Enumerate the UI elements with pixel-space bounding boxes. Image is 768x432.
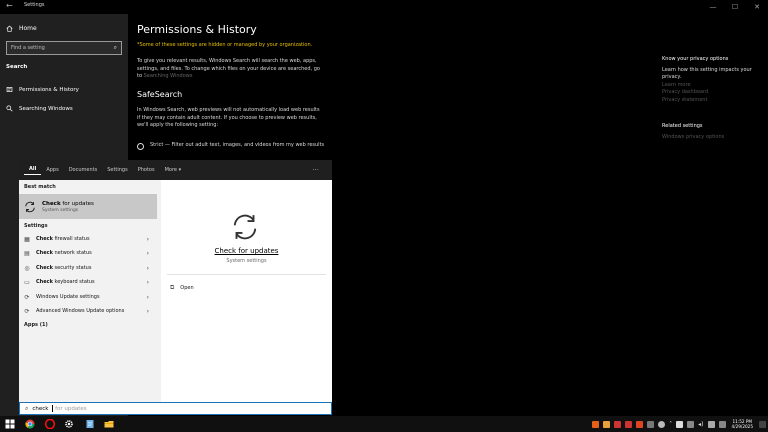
search-suggestion-text: for updates	[55, 405, 87, 412]
tab-more[interactable]: More ▾	[164, 167, 182, 173]
result-preview	[161, 180, 332, 402]
chrome-icon[interactable]	[25, 419, 35, 429]
safesearch-text: In Windows Search, web previews will not automatically load web results if they may contain adult content. If you choose to preview web results, we'll apply the following setting:	[137, 107, 320, 128]
taskbar	[0, 416, 768, 432]
maximize-button[interactable]: ☐	[731, 3, 739, 11]
result-label: Check network status	[36, 250, 92, 256]
app-tray-icon[interactable]	[592, 421, 599, 428]
page-title: Permissions & History	[137, 23, 257, 36]
tab-apps[interactable]: Apps	[46, 167, 59, 173]
notifications-icon[interactable]	[759, 421, 766, 428]
result-advanced-update-options[interactable]	[19, 304, 157, 318]
find-setting-input[interactable]	[6, 41, 122, 55]
more-options-icon[interactable]: ···	[312, 166, 319, 174]
chevron-right-icon[interactable]: ›	[146, 307, 149, 315]
privacy-dashboard-link[interactable]: Privacy dashboard	[662, 89, 709, 95]
result-label: Check security status	[36, 265, 92, 271]
sidebar-item-permissions[interactable]	[6, 86, 79, 93]
opera-icon[interactable]	[45, 419, 55, 429]
help-icon[interactable]	[658, 421, 665, 428]
windows-start-icon[interactable]	[5, 419, 15, 429]
chevron-right-icon[interactable]: ›	[146, 293, 149, 301]
open-action-label: Open	[180, 285, 194, 291]
volume-icon[interactable]: ◂)	[698, 420, 704, 428]
chevron-right-icon[interactable]: ›	[146, 249, 149, 257]
start-search-flyout	[19, 160, 332, 415]
sidebar-item-label: Searching Windows	[19, 105, 73, 112]
display-icon[interactable]	[687, 421, 694, 428]
system-tray	[590, 416, 768, 432]
home-icon	[6, 25, 13, 32]
keyboard-layout-icon[interactable]	[719, 421, 726, 428]
related-settings-heading: Related settings	[662, 123, 703, 129]
result-network-status[interactable]	[19, 246, 157, 260]
network-icon[interactable]	[708, 421, 715, 428]
security-icon: ◎	[24, 264, 30, 272]
minimize-button[interactable]: —	[709, 3, 717, 11]
app-tray-icon[interactable]	[603, 421, 610, 428]
window-controls	[702, 0, 768, 14]
close-button[interactable]: ✕	[754, 3, 760, 11]
radio-circle[interactable]	[137, 143, 144, 150]
windows-privacy-options-link[interactable]: Windows privacy options	[662, 133, 725, 140]
sidebar-item-searching-windows[interactable]	[6, 105, 73, 112]
open-action[interactable]	[170, 284, 194, 292]
result-label: Windows Update settings	[36, 294, 100, 300]
privacy-panel	[662, 56, 768, 141]
search-typed-text: check	[32, 405, 49, 412]
results-list	[19, 180, 161, 402]
tab-all[interactable]: All	[24, 166, 41, 175]
permissions-icon	[6, 86, 13, 93]
learn-more-link[interactable]: Learn more	[662, 81, 691, 88]
tab-photos[interactable]: Photos	[137, 167, 155, 173]
best-match-label: Best match	[24, 184, 56, 190]
network-icon: ▤	[24, 249, 30, 257]
sidebar-home[interactable]	[6, 25, 37, 32]
preview-title[interactable]: Check for updates	[214, 247, 279, 255]
sidebar-section-title: Search	[6, 64, 28, 70]
result-firewall-status[interactable]	[19, 232, 157, 246]
sidebar-home-label: Home	[19, 25, 37, 32]
strict-radio[interactable]	[137, 142, 327, 150]
chevron-right-icon[interactable]: ›	[146, 264, 149, 272]
result-label: Check keyboard status	[36, 279, 95, 285]
tab-settings[interactable]: Settings	[107, 167, 128, 173]
divider	[167, 274, 326, 275]
clock-time: 11:52 PM	[732, 419, 753, 424]
sync-icon	[228, 210, 262, 244]
update-icon: ⟳	[24, 293, 30, 301]
app-tray-icon[interactable]	[636, 421, 643, 428]
update-icon: ⟳	[24, 307, 30, 315]
chevron-right-icon[interactable]: ›	[146, 235, 149, 243]
best-match-subtitle: System settings	[42, 207, 79, 213]
keyboard-icon: ▭	[24, 278, 30, 286]
intro-text	[137, 58, 322, 81]
apps-label[interactable]: Apps (1)	[24, 322, 48, 328]
safesearch-heading: SafeSearch	[137, 90, 183, 99]
result-label: Check firewall status	[36, 236, 90, 242]
notepad-icon[interactable]	[85, 419, 95, 429]
text-caret	[52, 405, 53, 412]
search-tabs	[19, 160, 332, 180]
battery-icon[interactable]	[676, 421, 683, 428]
org-managed-note: *Some of these settings are hidden or managed by your organization.	[137, 42, 313, 48]
strict-radio-label: Strict — Filter out adult text, images, and videos from my web results	[150, 142, 325, 148]
result-windows-update-settings[interactable]	[19, 290, 157, 304]
app-tray-icon[interactable]	[625, 421, 632, 428]
window-title: Settings	[24, 2, 45, 8]
app-tray-icon[interactable]	[614, 421, 621, 428]
settings-gear-icon[interactable]	[64, 419, 74, 429]
tab-documents[interactable]: Documents	[68, 167, 98, 173]
title-bar	[0, 0, 768, 14]
clock-date: 4/29/2025	[731, 424, 753, 429]
sync-icon	[23, 200, 37, 214]
result-label: Advanced Windows Update options	[36, 308, 125, 314]
taskbar-search-box[interactable]	[19, 402, 332, 415]
chevron-up-icon[interactable]: ˄	[669, 420, 673, 428]
sidebar-item-label: Permissions & History	[19, 86, 79, 93]
chevron-right-icon[interactable]: ›	[146, 278, 149, 286]
firewall-icon: ▦	[24, 235, 30, 243]
privacy-text: Learn how this setting impacts your privacy.	[662, 66, 752, 80]
result-security-status[interactable]	[19, 261, 157, 275]
best-match-text	[42, 201, 94, 213]
best-match-item[interactable]	[19, 194, 157, 219]
search-icon: ⌕	[25, 404, 29, 412]
file-explorer-icon[interactable]	[104, 419, 114, 429]
privacy-heading: Know your privacy options	[662, 56, 729, 62]
searching-windows-link[interactable]: Searching Windows	[143, 73, 193, 79]
privacy-statement-link[interactable]: Privacy statement	[662, 96, 708, 103]
open-icon: ⧉	[170, 284, 175, 291]
preview-subtitle: System settings	[226, 258, 267, 264]
search-icon[interactable]: ⌕	[113, 44, 117, 51]
result-keyboard-status[interactable]	[19, 275, 157, 289]
clock[interactable]	[728, 419, 757, 429]
best-match-title: Check for updates	[42, 200, 94, 207]
back-arrow-icon[interactable]: ←	[6, 1, 13, 10]
search-icon	[6, 105, 13, 112]
people-icon[interactable]	[647, 421, 654, 428]
find-setting-placeholder: Find a setting	[11, 45, 45, 51]
settings-label: Settings	[24, 223, 48, 229]
intro-body: To give you relevant results, Windows Search will search the web, apps, settings, and files. To change which files on your device are searched, go to	[137, 58, 320, 79]
